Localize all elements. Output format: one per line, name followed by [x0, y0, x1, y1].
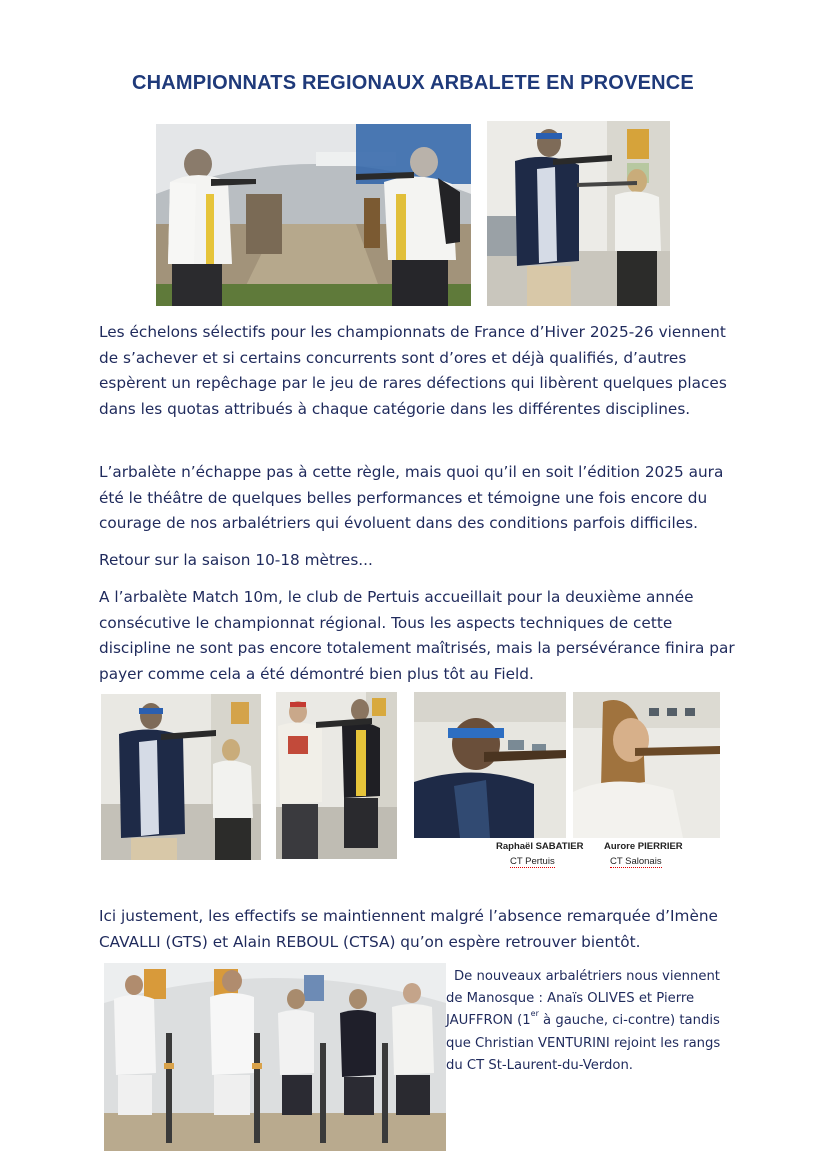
photo-aurore-pierrier	[573, 692, 720, 838]
caption-club-salonais: CT Salonais	[610, 856, 662, 867]
paragraph-match-10m: A l’arbalète Match 10m, le club de Pertuis accueillait pour la deuxième année consécutive le championnat régional. Tous les aspects techniques de cette discipline ne sont pas encore totalement maîtrisés, mais la persévérance finira par payer comme cela a été démontré bien plus tôt au Field.	[99, 588, 735, 683]
side-text-new-shooters: De nouveaux arbalétriers nous viennent de Manosque : Anaïs OLIVES et Pierre JAUFFRON (1er à gauche, ci-contre) tandis que Christian VENTURINI rejoint les rangs du CT St-Laurent-du-Verdon.	[446, 969, 721, 1073]
paragraph-season-return: Retour sur la saison 10-18 mètres...	[99, 551, 373, 569]
photo-raphael-sabatier	[414, 692, 566, 838]
page-title: CHAMPIONNATS REGIONAUX ARBALETE EN PROVENCE	[132, 72, 694, 94]
photo-tunnel-range	[156, 124, 471, 306]
photo-indoor-range	[487, 121, 670, 306]
caption-name-pierrier: Aurore PIERRIER	[604, 841, 683, 852]
photo-shooter-red-cap	[276, 692, 397, 859]
paragraph-crossbow-rule: L’arbalète n’échappe pas à cette règle, mais quoi qu’il en soit l’édition 2025 aura été le théâtre de quelques belles performances et témoigne une fois encore du courage de nos arbalétriers qui évoluent dans des conditions parfois difficiles.	[99, 463, 724, 532]
paragraph-intro: Les échelons sélectifs pour les championnats de France d’Hiver 2025-26 viennent de s’achever et si certains concurrents sont d’ores et déjà qualifiés, d’autres espèrent un repêchage par le jeu de rares défections qui libèrent quelques places dans les quotas attribués à chaque catégorie dans les différentes disciplines.	[99, 323, 727, 418]
paragraph-field-absences: Ici justement, les effectifs se maintiennent malgré l’absence remarquée d’Imène CAVALLI (GTS) et Alain REBOUL (CTSA) qu’on espère retrouver bientôt.	[99, 907, 718, 951]
caption-club-pertuis: CT Pertuis	[510, 856, 555, 867]
photo-shooter-blue-vest	[101, 694, 261, 860]
photo-field-group	[104, 963, 446, 1151]
caption-name-sabatier: Raphaël SABATIER	[496, 841, 584, 852]
